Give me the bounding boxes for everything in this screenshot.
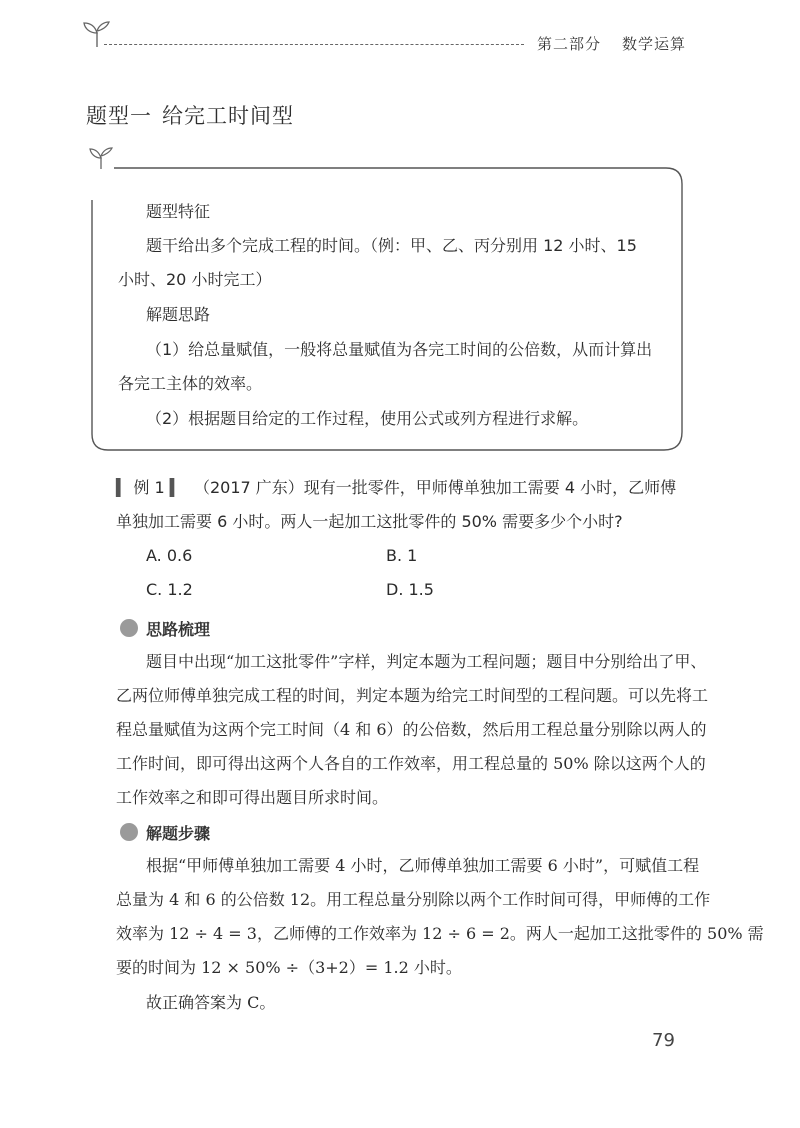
solution-circle-icon <box>120 823 138 841</box>
analysis-line: 程总量赋值为这两个完工时间（4 和 6）的公倍数，然后用工程总量分别除以两人的 <box>116 720 707 739</box>
bracket-icon: ▍ <box>169 478 183 497</box>
solution-line: 效率为 12 ÷ 4 = 3，乙师傅的工作效率为 12 ÷ 6 = 2。两人一起加工这批零件的 50% 需 <box>116 924 764 943</box>
header-subject-label: 数学运算 <box>622 35 687 53</box>
analysis-line: 工作效率之和即可得出题目所求时间。 <box>116 788 389 807</box>
option-c: C. 1.2 <box>146 580 193 599</box>
approach-line: （1）给总量赋值，一般将总量赋值为各完工时间的公倍数，从而计算出 <box>146 340 653 359</box>
analysis-circle-icon <box>120 619 138 637</box>
header-divider <box>104 44 524 45</box>
example-question: 单独加工需要 6 小时。两人一起加工这批零件的 50% 需要多少个小时? <box>116 512 623 531</box>
analysis-heading: 思路梳理 <box>146 620 211 639</box>
solution-line: 根据“甲师傅单独加工需要 4 小时，乙师傅单独加工需要 6 小时”，可赋值工程 <box>146 856 700 875</box>
option-b: B. 1 <box>386 546 418 565</box>
analysis-line: 题目中出现“加工这批零件”字样，判定本题为工程问题；题目中分别给出了甲、 <box>146 652 707 671</box>
section-subtitle: 给完工时间型 <box>162 104 294 128</box>
section-title: 题型一 <box>86 104 152 128</box>
answer-line: 故正确答案为 C。 <box>146 993 276 1012</box>
analysis-line: 工作时间，即可得出这两个人各自的工作效率，用工程总量的 50% 除以这两个人的 <box>116 754 706 773</box>
example-question: （2017 广东）现有一批零件，甲师傅单独加工需要 4 小时，乙师傅 <box>194 478 677 497</box>
solution-heading: 解题步骤 <box>146 824 211 843</box>
solution-line: 总量为 4 和 6 的公倍数 12。用工程总量分别除以两个工作时间可得，甲师傅的工作 <box>116 890 711 909</box>
approach-heading: 解题思路 <box>146 305 211 324</box>
analysis-line: 乙两位师傅单独完成工程的时间，判定本题为给完工时间型的工程问题。可以先将工 <box>116 686 709 705</box>
feature-line: 题干给出多个完成工程的时间。（例：甲、乙、丙分别用 12 小时、15 <box>146 236 637 255</box>
feature-line: 小时、20 小时完工） <box>118 270 272 289</box>
example-label: 例 1 <box>133 478 165 497</box>
page-number: 79 <box>652 1030 675 1051</box>
solution-line: 要的时间为 12 × 50% ÷（3+2）= 1.2 小时。 <box>116 958 462 977</box>
option-d: D. 1.5 <box>386 580 434 599</box>
approach-line: （2）根据题目给定的工作过程，使用公式或列方程进行求解。 <box>146 409 589 428</box>
option-a: A. 0.6 <box>146 546 193 565</box>
example-marker <box>116 478 182 498</box>
approach-line: 各完工主体的效率。 <box>118 374 263 393</box>
bracket-icon: ▍ <box>116 478 129 497</box>
feature-heading: 题型特征 <box>146 202 211 221</box>
header-section-label: 第二部分 <box>537 35 602 53</box>
